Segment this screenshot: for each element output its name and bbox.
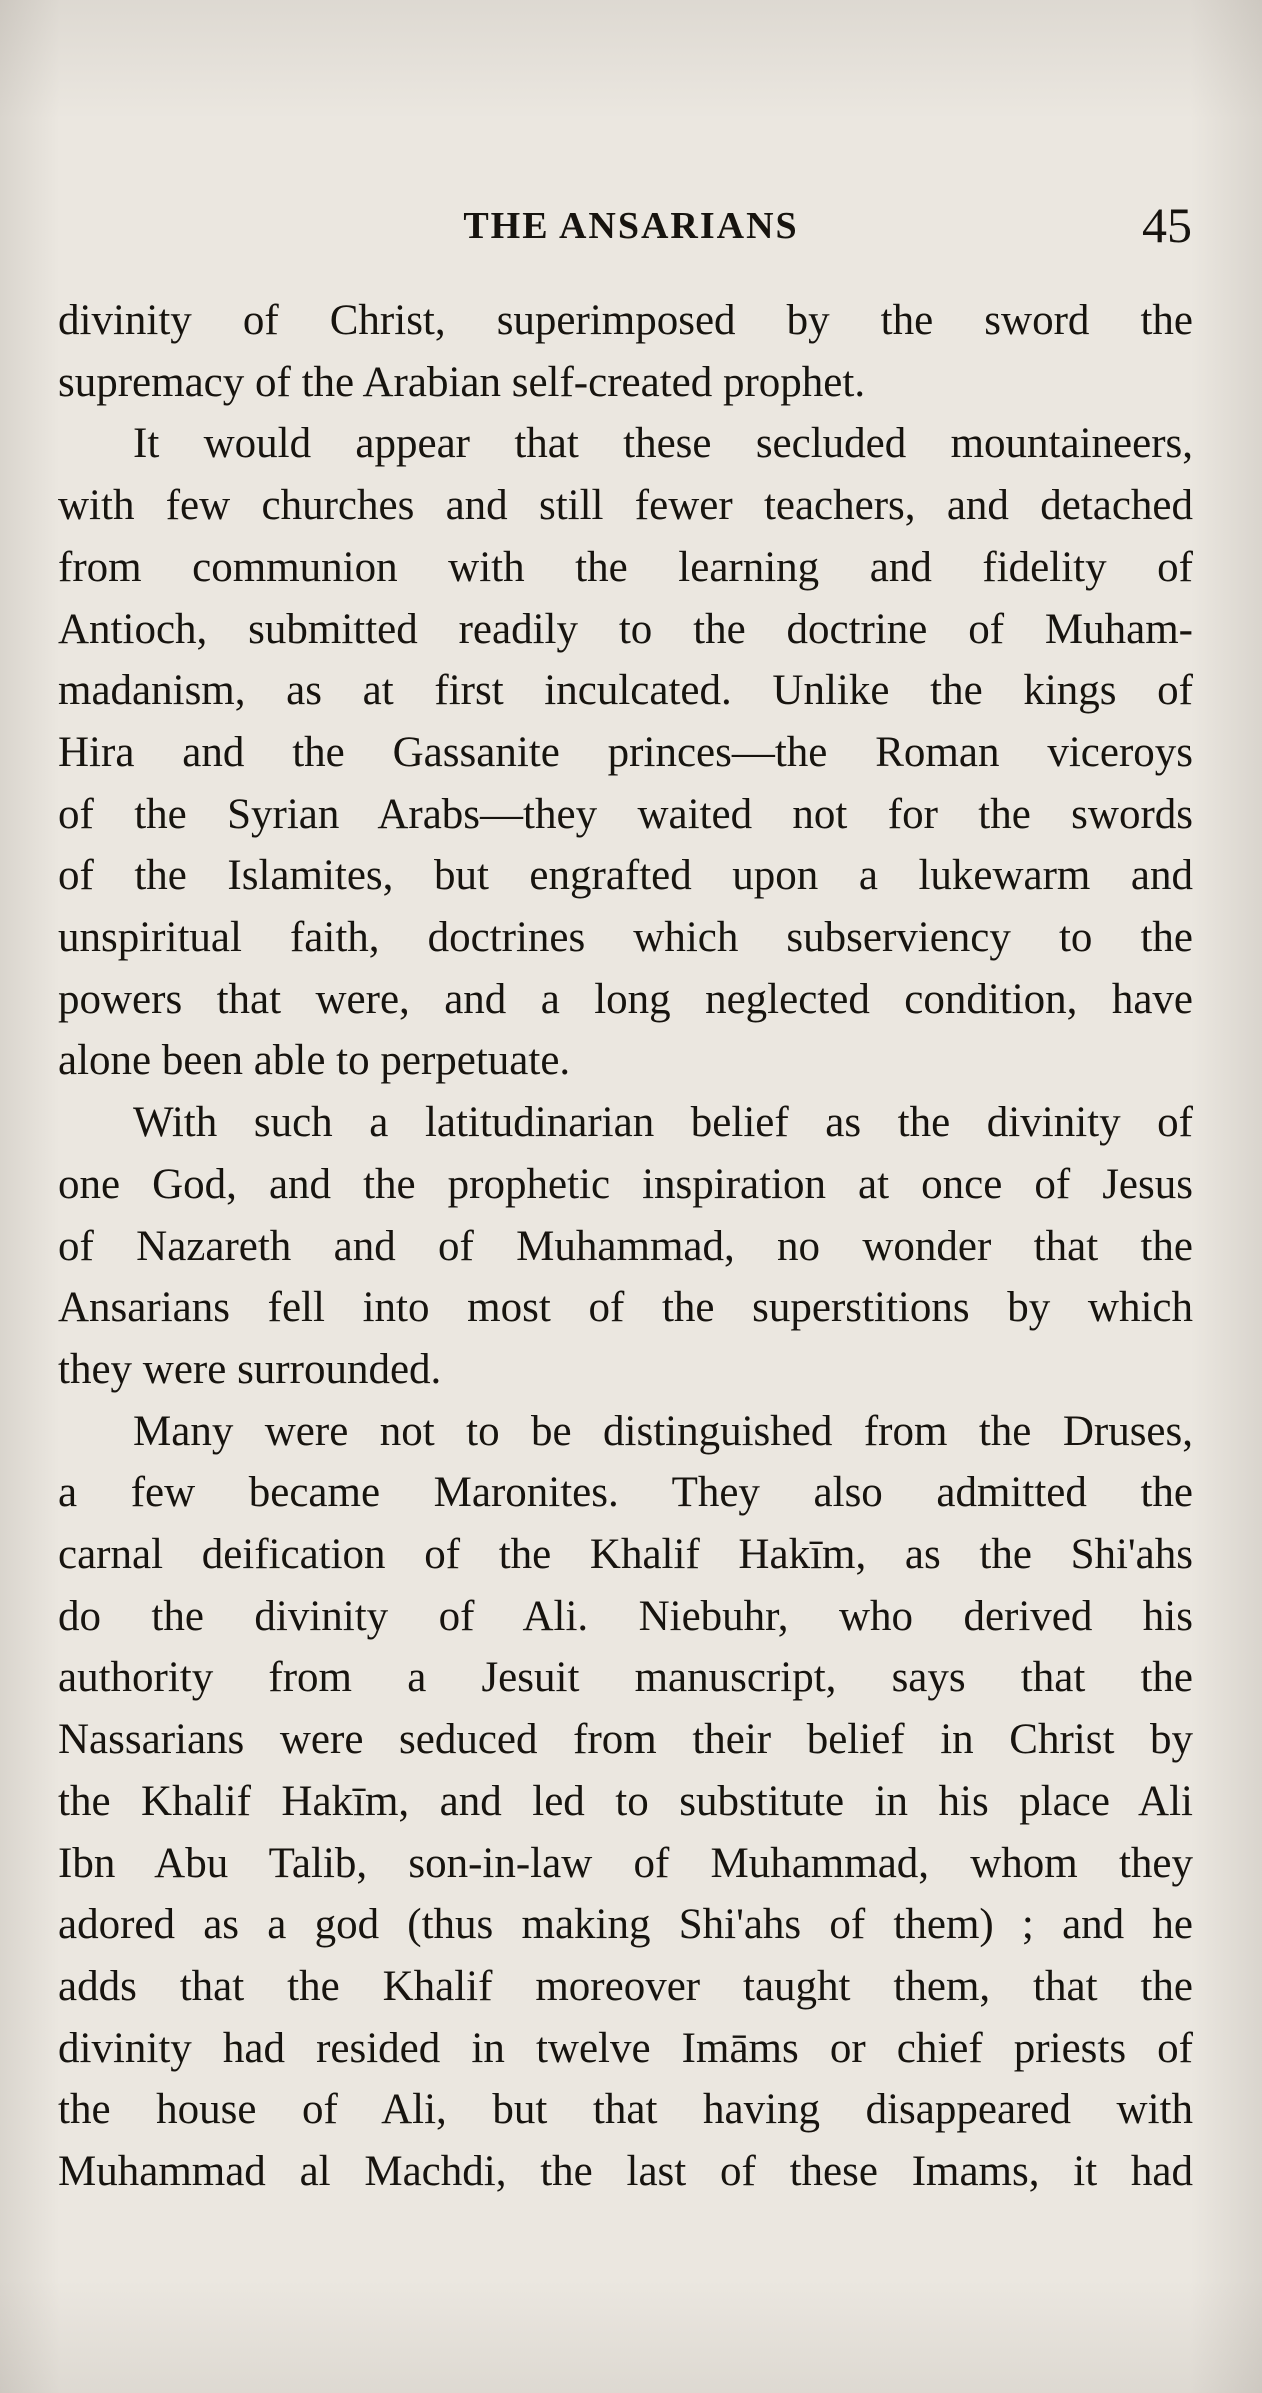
text-line: Hira and the Gassanite princes—the Roman viceroys bbox=[58, 728, 1193, 776]
text-line: Many were not to be distinguished from the Druses, bbox=[133, 1407, 1193, 1455]
text-line: Nassarians were seduced from their belief in Christ by bbox=[58, 1716, 1193, 1764]
running-head bbox=[0, 197, 1262, 260]
text-line: the Khalif Hakīm, and led to substitute in his place Ali bbox=[58, 1777, 1193, 1825]
text-line: authority from a Jesuit manuscript, says that the bbox=[58, 1654, 1193, 1702]
text-line: alone been able to perpetuate. bbox=[58, 1037, 571, 1085]
text-line: divinity had resided in twelve Imāms or chief priests of bbox=[58, 2024, 1193, 2072]
text-line: madanism, as at first inculcated. Unlike the kings of bbox=[58, 667, 1193, 715]
text-line: of Nazareth and of Muhammad, no wonder that the bbox=[58, 1222, 1193, 1270]
text-line: from communion with the learning and fidelity of bbox=[58, 543, 1193, 591]
text-line: Antioch, submitted readily to the doctrine of Muham- bbox=[58, 605, 1193, 653]
paragraph-4 bbox=[58, 1401, 1193, 2203]
text-line: adored as a god (thus making Shi'ahs of them) ; and he bbox=[58, 1901, 1193, 1949]
text-line: adds that the Khalif moreover taught them, that the bbox=[58, 1962, 1193, 2010]
page-number: 45 bbox=[1142, 197, 1192, 253]
paragraph-2 bbox=[58, 413, 1193, 1092]
text-line: Ansarians fell into most of the superstitions by which bbox=[58, 1284, 1193, 1332]
text-line: Muhammad al Machdi, the last of these Imams, it had bbox=[58, 2148, 1193, 2196]
text-line: unspiritual faith, doctrines which subserviency to the bbox=[58, 914, 1193, 962]
text-line: powers that were, and a long neglected condition, have bbox=[58, 975, 1193, 1023]
text-line: of the Islamites, but engrafted upon a lukewarm and bbox=[58, 852, 1193, 900]
text-line: supremacy of the Arabian self-created prophet. bbox=[58, 358, 866, 406]
text-line: the house of Ali, but that having disappeared with bbox=[58, 2086, 1193, 2134]
text-line: divinity of Christ, superimposed by the sword the bbox=[58, 297, 1193, 344]
text-line: of the Syrian Arabs—they waited not for the swords bbox=[58, 790, 1193, 838]
text-line: It would appear that these secluded mountaineers, bbox=[133, 420, 1193, 468]
text-line: Ibn Abu Talib, son-in-law of Muhammad, whom they bbox=[58, 1839, 1193, 1887]
text-line: do the divinity of Ali. Niebuhr, who derived his bbox=[58, 1592, 1193, 1640]
text-line: a few became Maronites. They also admitted the bbox=[58, 1469, 1193, 1517]
text-line: with few churches and still fewer teachers, and detached bbox=[58, 482, 1193, 530]
text-line: one God, and the prophetic inspiration at once of Jesus bbox=[58, 1160, 1193, 1208]
paragraph-3 bbox=[58, 1092, 1193, 1401]
paragraph-1 bbox=[58, 290, 1193, 413]
text-line: carnal deification of the Khalif Hakīm, as the Shi'ahs bbox=[58, 1531, 1193, 1579]
text-line: With such a latitudinarian belief as the divinity of bbox=[133, 1099, 1193, 1147]
text-line: they were surrounded. bbox=[58, 1345, 442, 1393]
running-head-title: THE ANSARIANS bbox=[463, 205, 799, 247]
body-text bbox=[58, 290, 1193, 2203]
